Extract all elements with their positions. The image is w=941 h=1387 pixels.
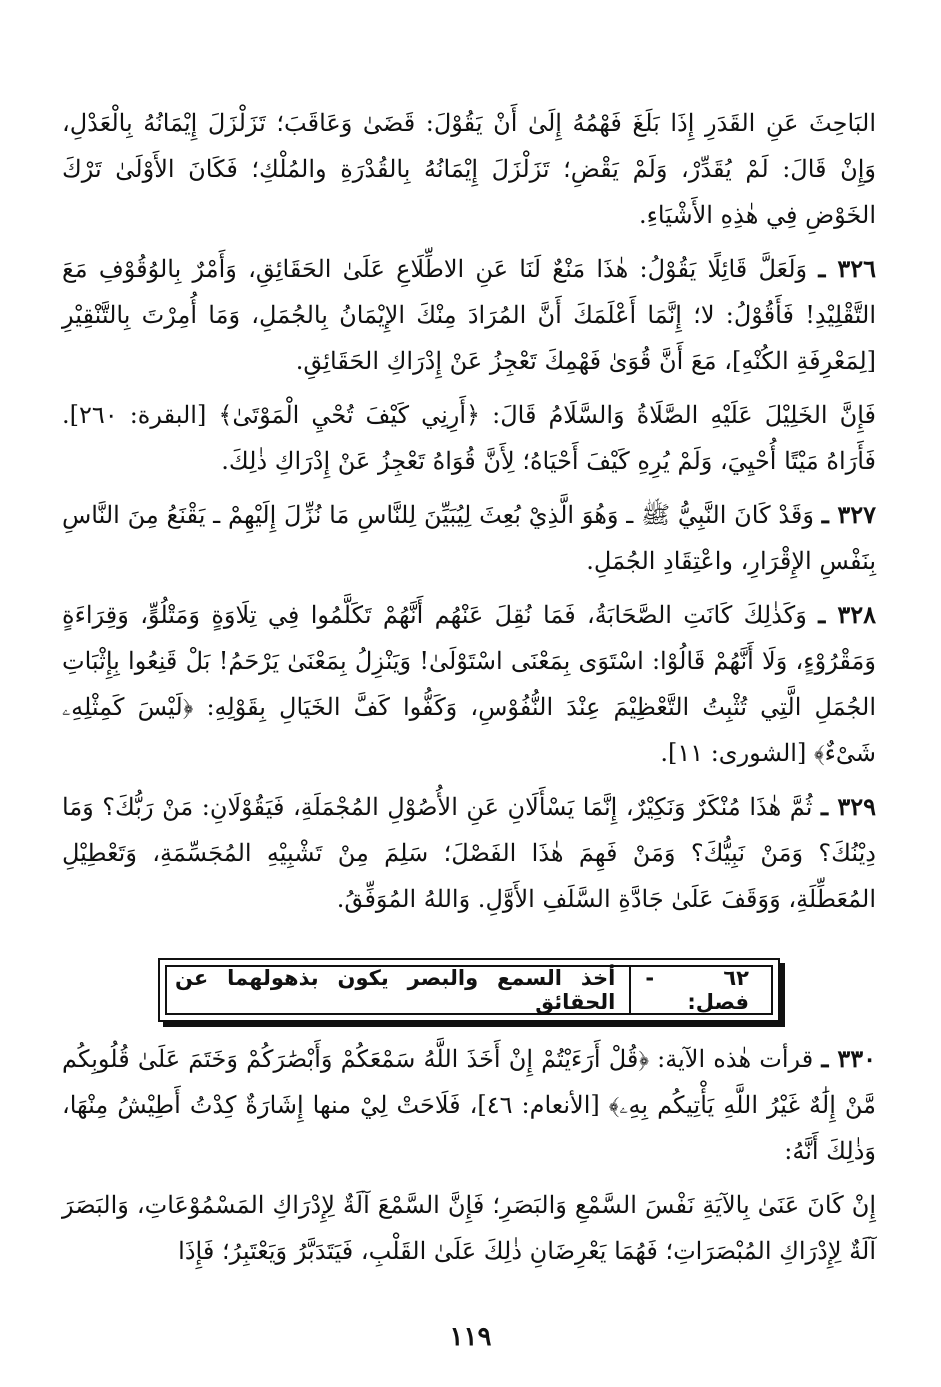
page-number: ١١٩ — [449, 1322, 492, 1352]
paragraph-number: ٣٣٠ ـ — [821, 1044, 876, 1073]
paragraph-number: ٣٢٦ ـ — [818, 254, 876, 283]
paragraph-text: وَلَعَلَّ قَائِلًا يَقُوْلُ: هٰذَا مَنْعٌ لَنَا عَنِ الاطِّلَاعِ عَلَىٰ الحَقَائِقِ، وَأَمْرٌ بِالوُقُوْفِ مَعَ التَّقْلِيْدِ! فَأَقُوْلُ: لا؛ إِنَّمَا أَعْلَمَكَ أَنَّ المُرَادَ مِنْكَ الإِيْمَانُ بِالجُمَلِ، وَمَا أُمِرْتَ بِالتَّنْقِيْرِ [لِمَعْرِفَةِ الكُنْهِ]، مَعَ أَنَّ قُوَىٰ فَهْمِكَ تَعْجِزُ عَنْ إِدْرَاكِ الحَقَائِقِ. — [62, 255, 876, 375]
page-body — [62, 100, 876, 1282]
paragraph-text: فَإِنَّ الخَلِيْلَ عَلَيْهِ الصَّلَاةُ وَالسَّلَامُ قَالَ: ﴿أَرِنِي كَيْفَ تُحْيِ الْمَوْتَىٰ﴾ [البقرة: ٢٦٠]. فَأَرَاهُ مَيْتًا أُحْيِيَ، وَلَمْ يُرِهِ كَيْفَ أَحْيَاهُ؛ لِأَنَّ قُوَاهُ تَعْجِزُ عَنْ إِدْرَاكِ ذٰلِكَ. — [62, 401, 876, 475]
section-heading — [165, 965, 773, 1015]
paragraph-continued — [62, 1182, 876, 1274]
paragraph-text: وَكَذٰلِكَ كَانَتِ الصَّحَابَةُ، فَمَا نُقِلَ عَنْهُم أَنَّهُمْ تَكَلَّمُوا فِي تِلَاوَةٍ وَمَتْلُوٍّ، وَقِرَاءَةٍ وَمَقْرُوْءٍ، وَلَا أَنَّهُمْ قَالُوْا: اسْتَوَى بِمَعْنَى اسْتَوْلَىٰ! وَيَنْزِلُ بِمَعْنَىٰ يَرْحَمُ! بَلْ قَنِعُوا بِإِثْبَاتِ الجُمَلِ الَّتِي تُثْبِتُ التَّعْظِيْمَ عِنْدَ النُّفُوْسِ، وَكَفُّوا كَفَّ الخَيَالِ بِقَوْلِهِ: ﴿لَيْسَ كَمِثْلِهِۦ شَىْءٌ﴾ [الشورى: ١١]. — [62, 601, 876, 767]
paragraph-text: إِنْ كَانَ عَنَىٰ بِالآيَةِ نَفْسَ السَّمْعِ وَالبَصَرِ؛ فَإِنَّ السَّمْعَ آلَةٌ لِإِدْرَاكِ المَسْمُوْعَاتِ، وَالبَصَرَ آلَةٌ لِإِدْرَاكِ المُبْصَرَاتِ؛ فَهُمَا يَعْرِضَانِ ذٰلِكَ عَلَىٰ القَلْبِ، فَيَتَدَبَّرُ وَيَعْتَبِرُ؛ فَإِذَا — [62, 1191, 876, 1265]
paragraph-330 — [62, 1036, 876, 1174]
paragraph-text: وَقَدْ كَانَ النَّبِيُّ ﷺ ـ وَهُوَ الَّذِيْ بُعِثَ لِيُبَيِّنَ لِلنَّاسِ مَا نُزِّلَ إِلَيْهِمْ ـ يَقْنَعُ مِنَ النَّاسِ بِنَفْسِ الإِقْرَارِ، واعْتِقَادِ الجُمَلِ. — [62, 501, 876, 575]
section-label: ٦٢ - فصل: — [629, 967, 763, 1013]
paragraph-text: ثُمَّ هٰذَا مُنْكَرٌ وَنَكِيْرٌ، إِنَّمَا يَسْأَلَانِ عَنِ الأُصُوْلِ المُجْمَلَةِ، فَيَقُوْلَانِ: مَنْ رَبُّكَ؟ وَمَا دِيْنُكَ؟ وَمَنْ نَبِيُّكَ؟ وَمَنْ فَهِمَ هٰذَا الفَصْلَ؛ سَلِمَ مِنْ تَشْبِيْهِ المُجَسِّمَةِ، وَتَعْطِيْلِ المُعَطِّلَةِ، وَوَقَفَ عَلَىٰ جَادَّةِ السَّلَفِ الأَوَّلِ. وَاللهُ المُوَفِّقُ. — [62, 793, 876, 913]
paragraph-328 — [62, 592, 876, 776]
paragraph-329 — [62, 784, 876, 922]
paragraph-number: ٣٢٧ ـ — [821, 500, 876, 529]
paragraph-khalil — [62, 392, 876, 484]
paragraph-327 — [62, 492, 876, 584]
paragraph-text: قرأت هٰذه الآية: ﴿قُلْ أَرَءَيْتُمْ إِنْ أَخَذَ اللَّهُ سَمْعَكُمْ وَأَبْصَٰرَكُمْ وَخَتَمَ عَلَىٰ قُلُوبِكُم مَّنْ إِلَٰهٌ غَيْرُ اللَّهِ يَأْتِيكُم بِهِۦ﴾ [الأنعام: ٤٦]، فَلَاحَتْ لِيْ منها إِشَارَةٌ كِدْتُ أَطِيْشُ مِنْهَا، وَذٰلِكَ أَنَّهُ: — [62, 1045, 876, 1165]
paragraph-number: ٣٢٩ ـ — [821, 792, 876, 821]
paragraph-number: ٣٢٨ ـ — [818, 600, 876, 629]
section-heading-box — [158, 958, 780, 1022]
paragraph-326 — [62, 246, 876, 384]
paragraph-continuation — [62, 100, 876, 238]
paragraph-text: البَاحِثَ عَنِ القَدَرِ إِذَا بَلَغَ فَهْمُهُ إِلَىٰ أَنْ يَقُوْلَ: قَضَىٰ وَعَاقَبَ؛ تَزَلْزَلَ إِيْمَانُهُ بِالْعَدْلِ، وَإِنْ قَالَ: لَمْ يُقَدِّرْ، وَلَمْ يَقْضِ؛ تَزَلْزَلَ إِيْمَانُهُ بِالقُدْرَةِ والمُلْكِ؛ فَكَانَ الأَوْلَىٰ تَرْكَ الخَوْضِ فِي هٰذِهِ الأَشْيَاءِ. — [62, 109, 876, 229]
section-title: أخذ السمع والبصر يكون بذهولهما عن الحقائق — [175, 966, 616, 1014]
